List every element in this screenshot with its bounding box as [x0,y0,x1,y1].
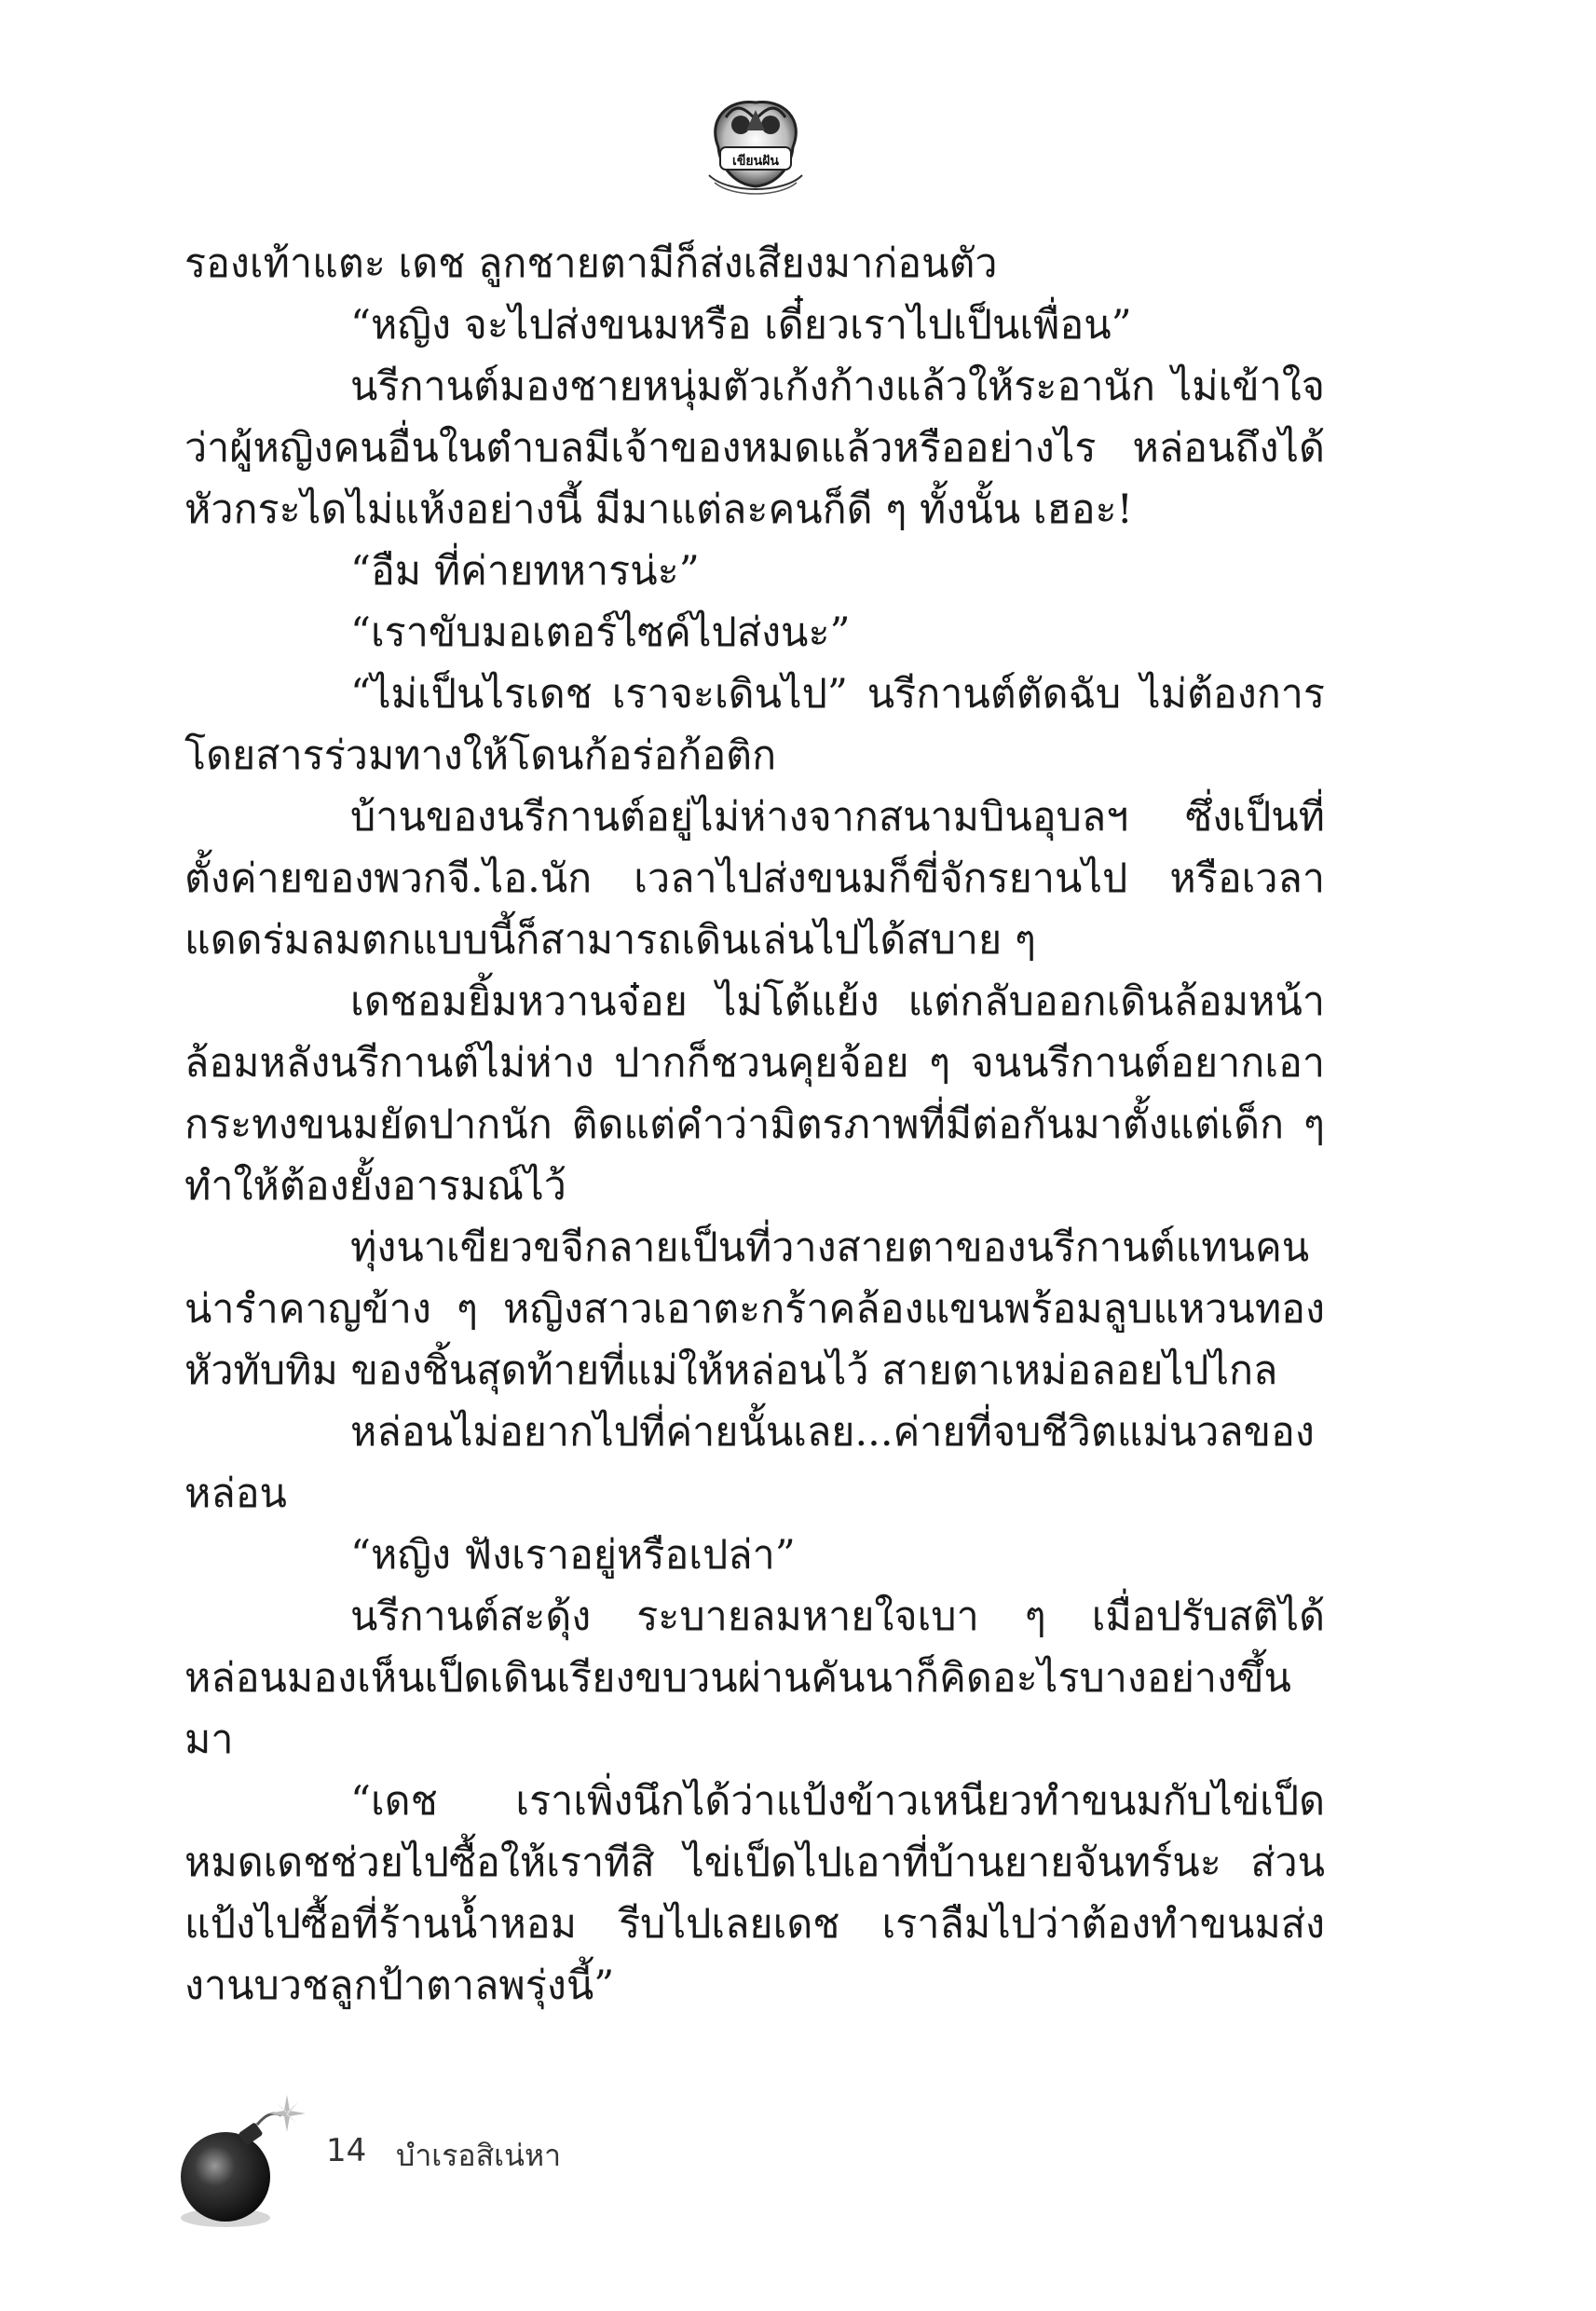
paragraph: นรีกานต์สะดุ้ง ระบายลมหายใจเบา ๆ เมื่อปรับสติได้ หล่อนมองเห็นเป็ดเดินเรียงขบวนผ่านคันนาก็คิดอะไรบางอย่างขึ้นมา [184,1593,1325,1763]
publisher-logo-icon [690,82,821,203]
paragraph: นรีกานต์มองชายหนุ่มตัวเก้งก้างแล้วให้ระอานัก ไม่เข้าใจว่าผู้หญิงคนอื่นในตำบลมีเจ้าของหมดแล้วหรืออย่างไร หล่อนถึงได้หัวกระไดไม่แห้งอย่างนี้ มีมาแต่ละคนก็ดี ๆ ทั้งนั้น เฮอะ! [184,363,1325,533]
paragraph: “หญิง จะไปส่งขนมหรือ เดี๋ยวเราไปเป็นเพื่อน” [350,302,1132,349]
body-text [184,233,1325,2017]
paragraph: บ้านของนรีกานต์อยู่ไม่ห่างจากสนามบินอุบลฯ ซึ่งเป็นที่ตั้งค่ายของพวกจี.ไอ.นัก เวลาไปส่งขนมก็ขี่จักรยานไป หรือเวลาแดดร่มลมตกแบบนี้ก็สามารถเดินเล่นไปได้สบาย ๆ [184,794,1325,964]
paragraph: หล่อนไม่อยากไปที่ค่ายนั้นเลย...ค่ายที่จบชีวิตแม่นวลของหล่อน [184,1409,1315,1517]
publisher-logo-text: เขียนฝัน [732,154,779,169]
paragraph: “เดช เราเพิ่งนึกได้ว่าแป้งข้าวเหนียวทำขนมกับไข่เป็ดหมดเดชช่วยไปซื้อให้เราทีสิ ไข่เป็ดไปเอาที่บ้านยายจันทร์นะ ส่วนแป้งไปซื้อที่ร้านน้ำหอม รีบไปเลยเดช เราลืมไปว่าต้องทำขนมส่งงานบวชลูกป้าตาลพรุ่งนี้” [184,1778,1325,2009]
page-number: 14 [326,2132,367,2169]
bomb-icon [177,2087,335,2236]
page-footer [177,2087,736,2236]
paragraph: รองเท้าแตะ เดช ลูกชายตามีก็ส่งเสียงมาก่อนตัว [184,240,998,287]
running-title: บำเรอสิเน่หา [396,2138,562,2173]
paragraph: เดชอมยิ้มหวานจ๋อย ไม่โต้แย้ง แต่กลับออกเดินล้อมหน้าล้อมหลังนรีกานต์ไม่ห่าง ปากก็ชวนคุยจ้อย ๆ จนนรีกานต์อยากเอากระทงขนมยัดปากนัก ติดแต่คำว่ามิตรภาพที่มีต่อกันมาตั้งแต่เด็ก ๆ ทำให้ต้องยั้งอารมณ์ไว้ [184,978,1325,1210]
paragraph: ทุ่งนาเขียวขจีกลายเป็นที่วางสายตาของนรีกานต์แทนคนน่ารำคาญข้าง ๆ หญิงสาวเอาตะกร้าคล้องแขนพร้อมลูบแหวนทองหัวทับทิม ของชิ้นสุดท้ายที่แม่ให้หล่อนไว้ สายตาเหม่อลอยไปไกล [184,1224,1325,1394]
publisher-logo [690,82,821,203]
paragraph: “ไม่เป็นไรเดช เราจะเดินไป” นรีกานต์ตัดฉับ ไม่ต้องการโดยสารร่วมทางให้โดนก้อร่อก้อติก [184,671,1325,779]
paragraph: “หญิง ฟังเราอยู่หรือเปล่า” [350,1532,796,1579]
paragraph: “เราขับมอเตอร์ไซค์ไปส่งนะ” [350,609,851,656]
paragraph: “อืม ที่ค่ายทหารน่ะ” [350,548,700,595]
